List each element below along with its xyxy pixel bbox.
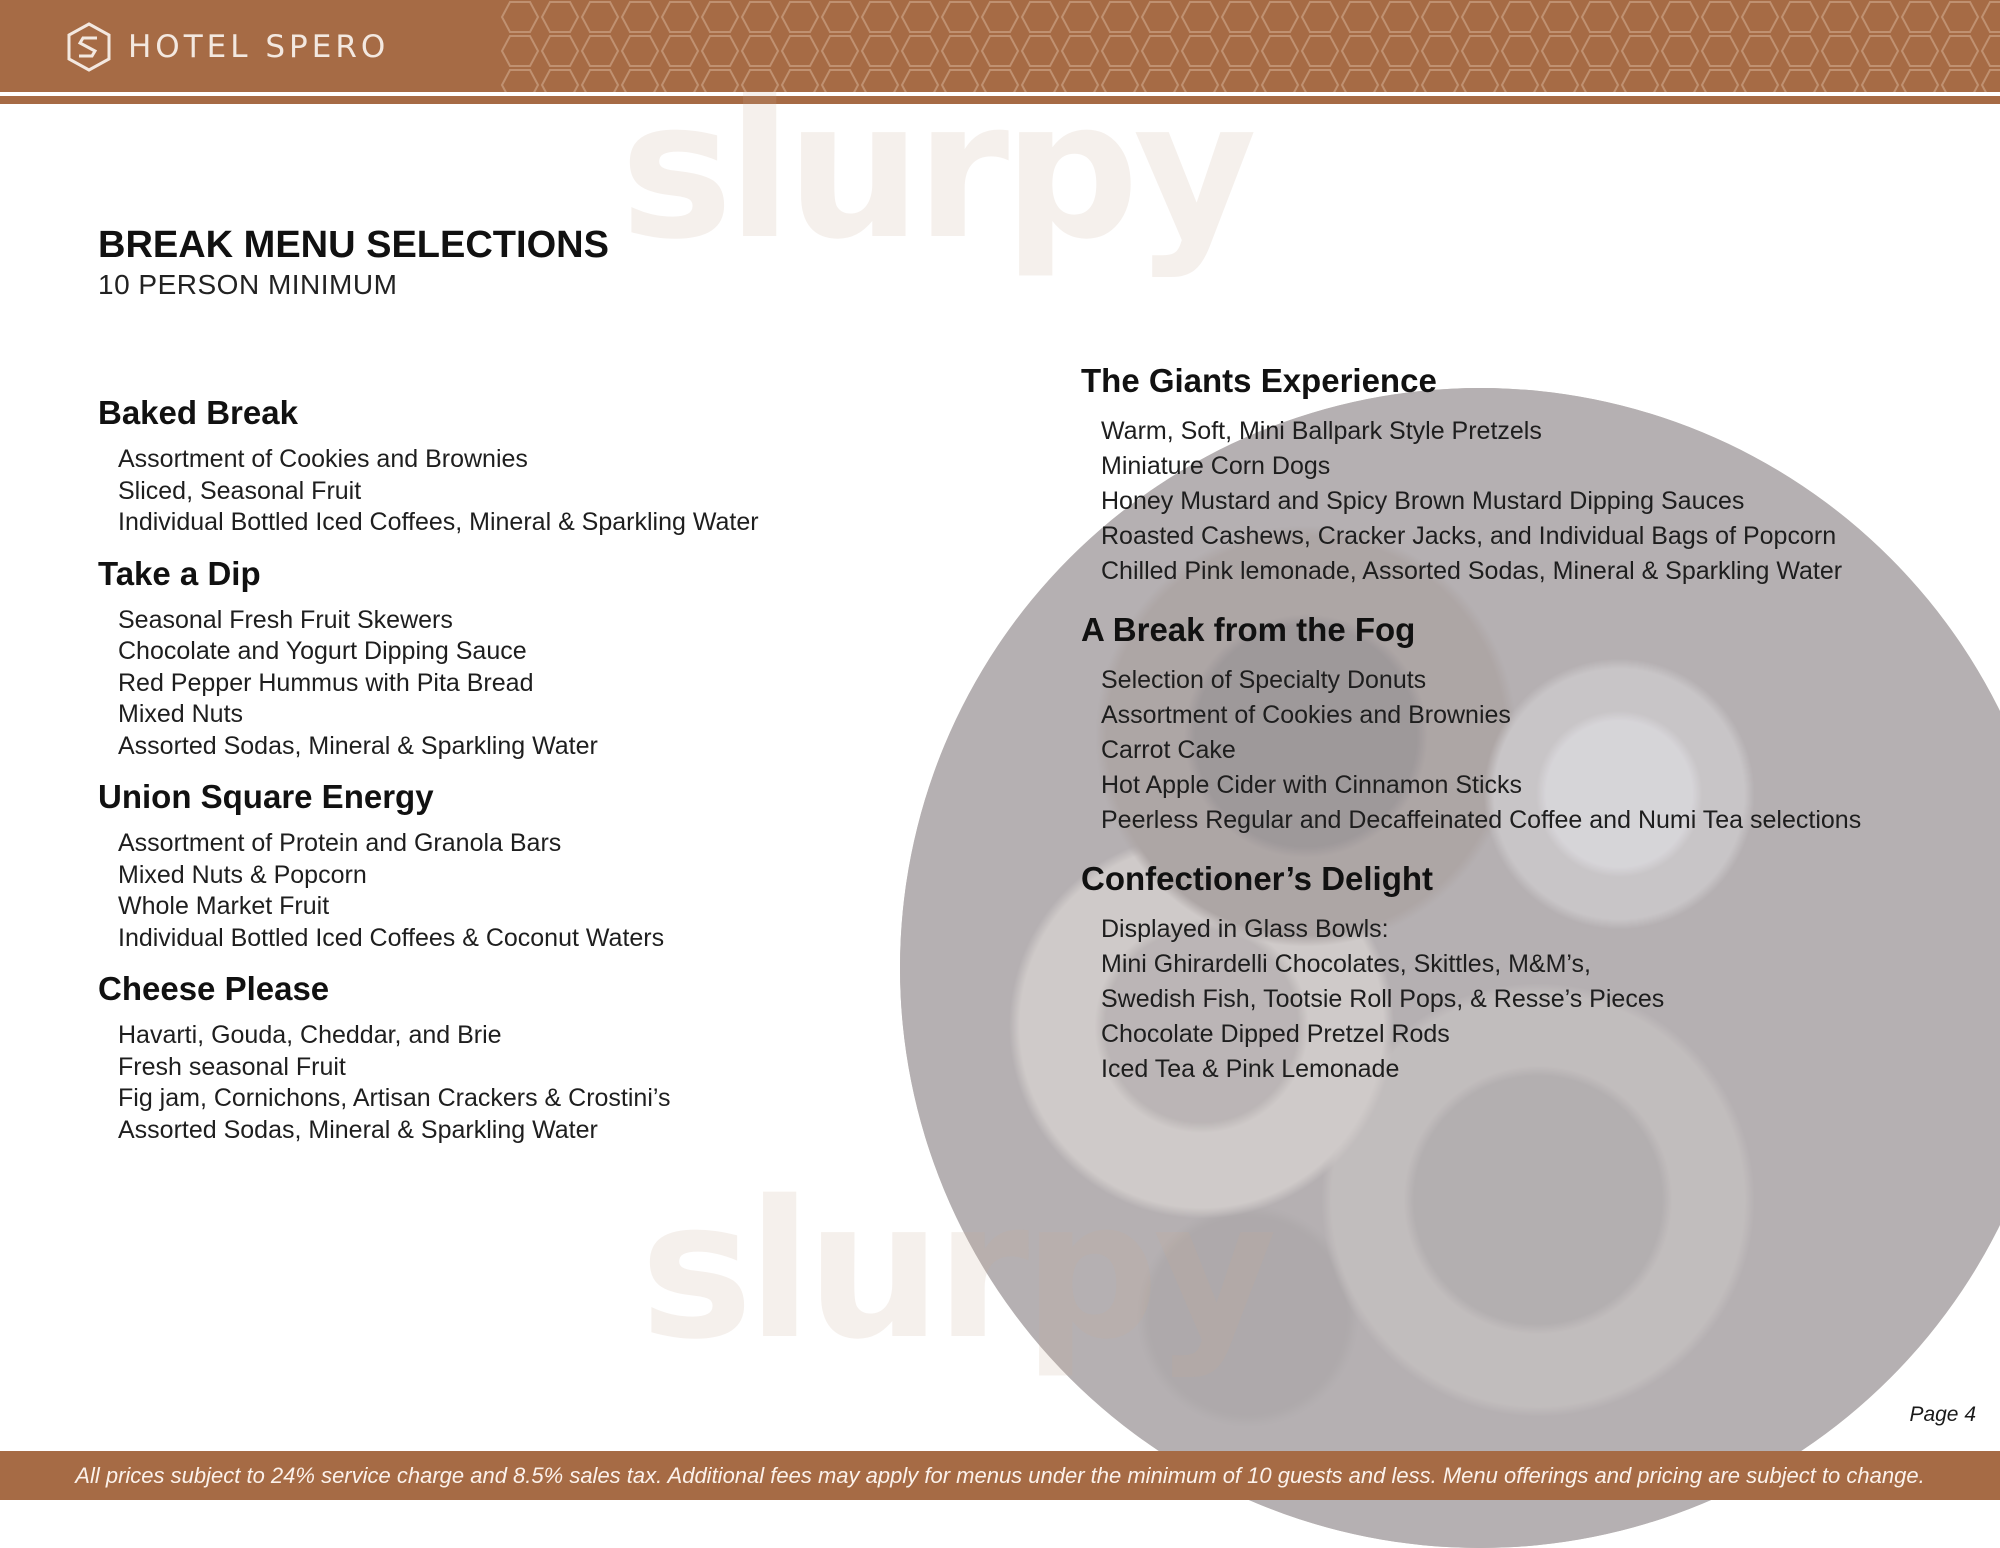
menu-item: Assortment of Cookies and Brownies <box>1101 701 1511 729</box>
section-title: A Break from the Fog <box>1081 611 1416 648</box>
section-title: Take a Dip <box>98 554 261 592</box>
menu-item: Displayed in Glass Bowls: <box>1101 915 1389 943</box>
menu-item: Havarti, Gouda, Cheddar, and Brie <box>118 1021 502 1049</box>
menu-section <box>1081 858 1981 1087</box>
menu-item: Carrot Cake <box>1101 736 1236 764</box>
menu-item: Seasonal Fresh Fruit Skewers <box>118 605 453 634</box>
watermark: slurpy <box>620 60 1252 281</box>
menu-item: Fig jam, Cornichons, Artisan Crackers & Crostini’s <box>118 1084 671 1112</box>
left-column <box>98 392 918 1160</box>
menu-item: Mini Ghirardelli Chocolates, Skittles, M&M’s, <box>1101 950 1591 978</box>
menu-section <box>1081 360 1981 589</box>
menu-item: Fresh seasonal Fruit <box>118 1052 346 1081</box>
menu-item: Individual Bottled Iced Coffees, Mineral & Sparkling Water <box>118 508 759 536</box>
menu-item: Chocolate Dipped Pretzel Rods <box>1101 1020 1450 1048</box>
menu-item: Honey Mustard and Spicy Brown Mustard Dipping Sauces <box>1101 487 1745 515</box>
menu-section <box>98 392 918 539</box>
menu-item: Hot Apple Cider with Cinnamon Sticks <box>1101 771 1523 799</box>
footer-disclaimer: All prices subject to 24% service charge and 8.5% sales tax. Additional fees may apply for menus under the minimum of 10 guests and less. Menu offerings and pricing are subject to change. <box>75 1462 1925 1488</box>
footer-band <box>0 1451 2000 1500</box>
menu-item: Assorted Sodas, Mineral & Sparkling Water <box>118 731 598 760</box>
page-title: BREAK MENU SELECTIONS <box>98 224 609 266</box>
section-title: Union Square Energy <box>98 778 434 815</box>
page-number: Page 4 <box>1909 1403 1976 1426</box>
menu-item: Mixed Nuts & Popcorn <box>118 860 367 889</box>
menu-item: Chocolate and Yogurt Dipping Sauce <box>118 637 527 665</box>
menu-item: Assortment of Protein and Granola Bars <box>118 829 562 857</box>
title-block <box>98 222 609 302</box>
menu-item: Selection of Specialty Donuts <box>1101 666 1427 694</box>
menu-item: Sliced, Seasonal Fruit <box>118 476 362 505</box>
menu-section <box>98 968 918 1146</box>
menu-item: Warm, Soft, Mini Ballpark Style Pretzels <box>1101 417 1542 445</box>
right-column <box>1081 360 1981 1107</box>
menu-item: Assortment of Cookies and Brownies <box>118 445 528 473</box>
hotel-logo <box>66 22 389 72</box>
menu-item: Miniature Corn Dogs <box>1101 452 1331 480</box>
section-title: Confectioner’s Delight <box>1081 860 1434 897</box>
hexagon-s-logo-icon <box>66 22 112 72</box>
menu-item: Swedish Fish, Tootsie Roll Pops, & Resse’s Pieces <box>1101 985 1665 1013</box>
menu-item: Roasted Cashews, Cracker Jacks, and Individual Bags of Popcorn <box>1101 522 1837 550</box>
menu-item: Mixed Nuts <box>118 700 244 728</box>
menu-item: Individual Bottled Iced Coffees & Coconut Waters <box>118 923 665 952</box>
section-title: Baked Break <box>98 394 298 431</box>
menu-item: Peerless Regular and Decaffeinated Coffee and Numi Tea selections <box>1101 806 1862 834</box>
menu-item: Red Pepper Hummus with Pita Bread <box>118 668 534 697</box>
menu-section <box>1081 609 1981 838</box>
watermark: slurpy <box>640 1160 1272 1381</box>
menu-item: Iced Tea & Pink Lemonade <box>1101 1055 1400 1083</box>
menu-item: Whole Market Fruit <box>118 892 330 920</box>
menu-item: Chilled Pink lemonade, Assorted Sodas, Mineral & Sparkling Water <box>1101 557 1843 585</box>
menu-item: Assorted Sodas, Mineral & Sparkling Water <box>118 1115 598 1144</box>
menu-section <box>98 553 918 763</box>
page-subtitle: 10 PERSON MINIMUM <box>98 269 398 300</box>
section-title: Cheese Please <box>98 970 330 1007</box>
menu-section <box>98 776 918 954</box>
logo-text: HOTEL SPERO <box>128 29 390 65</box>
section-title: The Giants Experience <box>1081 362 1437 399</box>
